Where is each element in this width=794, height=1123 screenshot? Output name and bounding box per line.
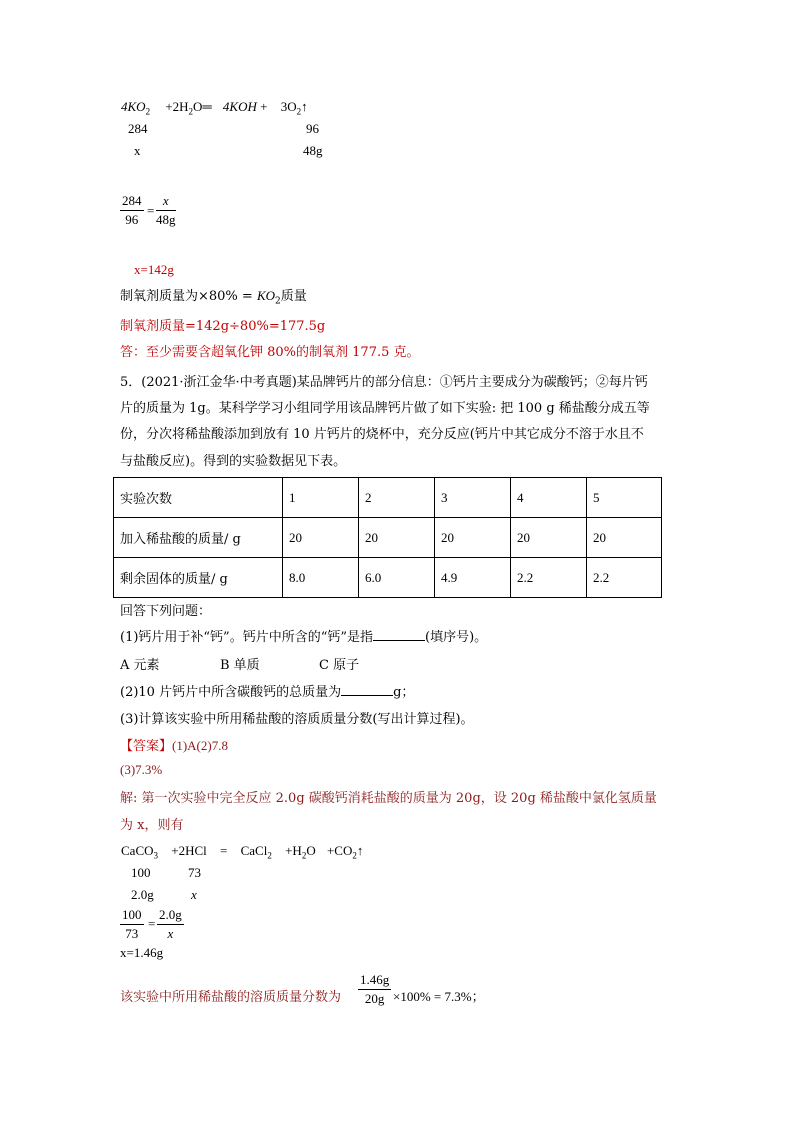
answer-line: 答：至少需要含超氧化钾 80%的制氧剂 177.5 克。 [120,345,420,360]
answer-line-1: 【答案】(1)A(2)7.8 [120,738,228,754]
question-line-4: 与盐酸反应)。得到的实验数据见下表。 [120,454,347,469]
ratio1-left: $\frac{284}{96}$ [122,193,142,227]
unknown-x: x [134,143,141,158]
ratio2-equals: = [148,916,156,931]
subq-intro: 回答下列问题： [120,604,212,619]
given-mass: 48g [303,143,323,158]
table-cell: 20 [435,518,511,558]
result-x-146g: x=1.46g [120,945,164,960]
option-c: C 原子 [319,658,360,673]
table-cell: 4.9 [435,558,511,598]
table-cell: 20 [359,518,435,558]
solution-line-2: 为 x，则有 [120,818,184,833]
result-x-142g: x=142g [134,262,174,277]
question-line-1: 5．(2021·浙江金华·中考真题)某品牌钙片的部分信息：①钙片主要成分为碳酸钙；②每片钙 [120,375,648,390]
subq-1: (1)钙片用于补“钙”。钙片中所含的“钙”是指 (填序号)。 [120,630,488,645]
solution-line-1: 解: 第一次实验中完全反应 2.0g 碳酸钙消耗盐酸的质量为 20g，设 20g 稀盐酸中氯化氢质量 [120,791,657,806]
row-label: 加入稀盐酸的质量/ g [114,518,283,558]
equation-ko2: $4KO_2$ $+2H_2O═$ $4KOH + 3O_2↑$ [121,99,308,117]
table-row [114,478,662,518]
question-line-2: 片的质量为 1g。某科学学习小组同学用该品牌钙片做了如下实验: 把 100 g 稀盐酸分成五等 [120,401,650,416]
table-row [114,558,662,598]
question-line-3: 份，分次将稀盐酸添加到放有 10 片钙片的烧杯中，充分反应(钙片中其它成分不溶于水且不 [120,427,644,442]
table-cell: 20 [511,518,587,558]
table-cell: 1 [283,478,359,518]
table-cell: 8.0 [283,558,359,598]
option-b: B 单质 [220,658,260,673]
table-cell: 2 [359,478,435,518]
table-row [114,518,662,558]
ratio1-right: $\frac{x}{48g}$ [156,193,176,227]
table-cell: 6.0 [359,558,435,598]
table-cell: 2.2 [587,558,662,598]
calc-line: 制氧剂质量=142g÷80%=177.5g [120,319,326,334]
table-cell: 5 [587,478,662,518]
answer-blank [373,628,425,641]
final-suffix: ×100% = 7.3%； [393,989,485,1004]
final-fraction: $\frac{1.46g}{20g}$ [360,972,390,1006]
table-cell: 2.2 [511,558,587,598]
subq-3: (3)计算该实验中所用稀盐酸的溶质质量分数(写出计算过程)。 [120,712,474,727]
table-cell: 20 [283,518,359,558]
ratio2-left: $\frac{100}{73}$ [122,907,142,941]
molar-mass-caco3: 100 [131,865,151,880]
subq-2: (2)10 片钙片中所含碳酸钙的总质量为 g； [120,685,415,700]
molar-mass-hcl: 73 [188,865,201,880]
table-cell: 20 [587,518,662,558]
unknown-x2: x [191,887,197,902]
answer-blank [341,683,393,696]
final-prefix: 该实验中所用稀盐酸的溶质质量分数为 [120,990,342,1005]
formula-line: 制氧剂质量为$\times 80\% = KO_2$质量 [120,288,307,307]
row-label: 实验次数 [114,478,283,518]
experiment-table [113,477,662,598]
option-a: A 元素 [120,658,160,673]
mass-caco3: 2.0g [131,887,154,902]
row-label: 剩余固体的质量/ g [114,558,283,598]
answer-line-2: (3)7.3% [120,762,163,777]
ratio2-right: $\frac{2.0g}{x}$ [159,907,182,941]
molar-mass-ko2: 284 [128,121,148,136]
equation-caco3: CaCO$_3$ +2HCl = CaCl$_2$ $+H_2O$ $+CO_2↑$ [121,843,364,861]
molar-mass-o2: 96 [306,121,319,136]
table-cell: 4 [511,478,587,518]
ratio1-equals: = [147,203,155,218]
table-cell: 3 [435,478,511,518]
